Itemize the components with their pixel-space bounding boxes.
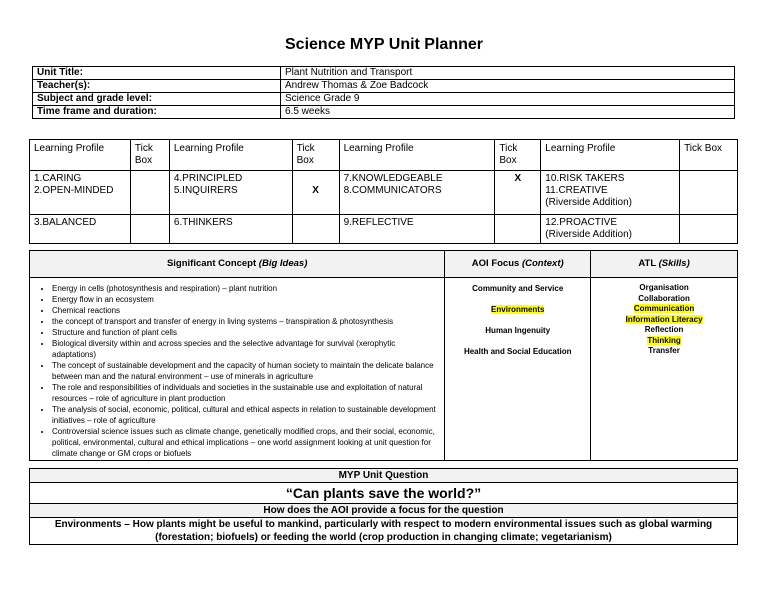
page-title: Science MYP Unit Planner <box>285 36 483 53</box>
aoi-item-text: Community and Service <box>472 284 564 293</box>
atl-item-text: Thinking <box>647 335 681 345</box>
tick-box[interactable] <box>292 215 339 244</box>
lp-header: Learning Profile <box>169 140 292 171</box>
info-row <box>33 80 735 93</box>
info-row <box>33 93 735 106</box>
tick-box[interactable] <box>680 215 738 244</box>
atl-item-text: Transfer <box>648 346 680 355</box>
aoi-header: AOI Focus (Context) <box>445 251 591 278</box>
atl-item-text: Information Literacy <box>625 314 703 324</box>
tick-box[interactable]: X <box>495 171 541 215</box>
info-value: Andrew Thomas & Zoe Badcock <box>281 80 735 93</box>
list-item: • Chemical reactions <box>52 305 440 316</box>
lp-header: Learning Profile <box>541 140 680 171</box>
lp-row <box>30 171 738 215</box>
unit-question-table <box>29 468 738 545</box>
list-item: • Energy in cells (photosynthesis and respiration) – plant nutrition <box>52 283 440 294</box>
atl-item-text: Communication <box>633 304 695 313</box>
unit-info-table <box>32 66 735 119</box>
atl-header: ATL (Skills) <box>591 251 738 278</box>
concept-list <box>34 283 440 459</box>
tick-box[interactable] <box>495 215 541 244</box>
aoi-item <box>449 325 586 336</box>
atl-item-text: Collaboration <box>638 293 690 303</box>
list-item: • Energy flow in an ecosystem <box>52 294 440 305</box>
info-label: Time frame and duration: <box>33 106 281 119</box>
unit-question: “Can plants save the world?” <box>30 483 738 504</box>
list-item: • Biological diversity within and across species and the selective advantage for survival (xerophytic adaptations) <box>52 338 440 360</box>
lp-header-row <box>30 140 738 171</box>
lp-cell: 10.RISK TAKERS 11.CREATIVE (Riverside Addition) <box>541 171 680 215</box>
info-value: Plant Nutrition and Transport <box>281 67 735 80</box>
concept-body-row <box>30 278 738 461</box>
tick-box[interactable] <box>680 171 738 215</box>
atl-item <box>595 336 733 347</box>
lp-cell: 12.PROACTIVE (Riverside Addition) <box>541 215 680 244</box>
list-item: • Controversial science issues such as climate change, genetically modified crops, and their social, economic, political, environmental, cultural and ethical implications – one world assignment looking at unit question for climate change or GM crops or biofuels <box>52 426 440 459</box>
aoi-item <box>449 346 586 357</box>
lp-cell: 7.KNOWLEDGEABLE 8.COMMUNICATORS <box>339 171 495 215</box>
info-label: Teacher(s): <box>33 80 281 93</box>
lp-header: Tick Box <box>680 140 738 171</box>
info-label: Subject and grade level: <box>33 93 281 106</box>
concept-header-row <box>30 251 738 278</box>
aoi-item-text: Environments <box>491 305 545 314</box>
tick-box[interactable] <box>130 171 169 215</box>
aoi-item-text: Human Ingenuity <box>485 326 551 335</box>
unit-question-heading: MYP Unit Question <box>30 469 738 483</box>
info-row <box>33 106 735 119</box>
list-item: • The concept of sustainable development and the capacity of human society to maintain the delicate balance between man and the natural environment – use of minerals in agriculture <box>52 360 440 382</box>
list-item: • The analysis of social, economic, political, cultural and ethical aspects in relation to sustainable development initiatives – role of agriculture <box>52 404 440 426</box>
aoi-item <box>449 283 586 294</box>
concept-header: Significant Concept (Big Ideas) <box>30 251 445 278</box>
atl-item <box>595 294 733 305</box>
atl-item <box>595 304 733 315</box>
aoi-focus-heading: How does the AOI provide a focus for the question <box>30 504 738 518</box>
lp-cell: 4.PRINCIPLED 5.INQUIRERS <box>169 171 292 215</box>
tick-box[interactable] <box>130 215 169 244</box>
atl-item <box>595 325 733 336</box>
atl-item-text: Organisation <box>639 283 689 292</box>
atl-cell <box>591 278 738 461</box>
question-heading-row <box>30 469 738 483</box>
lp-header: Learning Profile <box>339 140 495 171</box>
atl-item <box>595 346 733 357</box>
aoi-item-text: Health and Social Education <box>463 347 572 356</box>
lp-header: Tick Box <box>130 140 169 171</box>
question-row <box>30 483 738 504</box>
list-item: • Structure and function of plant cells <box>52 327 440 338</box>
lp-cell: 1.CARING 2.OPEN-MINDED <box>30 171 131 215</box>
lp-cell: 6.THINKERS <box>169 215 292 244</box>
list-item: • The role and responsibilities of individuals and societies in the sustainable use and exploitation of natural resources – role of agriculture in plant production <box>52 382 440 404</box>
lp-header: Tick Box <box>292 140 339 171</box>
atl-item <box>595 315 733 326</box>
info-row <box>33 67 735 80</box>
lp-header: Tick Box <box>495 140 541 171</box>
lp-header: Learning Profile <box>30 140 131 171</box>
focus-text-row <box>30 518 738 545</box>
lp-cell: 3.BALANCED <box>30 215 131 244</box>
atl-item <box>595 283 733 294</box>
concept-table <box>29 250 738 461</box>
info-value: 6.5 weeks <box>281 106 735 119</box>
tick-box[interactable]: X <box>292 171 339 215</box>
list-item: • the concept of transport and transfer of energy in living systems – transpiration & photosynthesis <box>52 316 440 327</box>
lp-row <box>30 215 738 244</box>
concept-list-cell <box>30 278 445 461</box>
lp-cell: 9.REFLECTIVE <box>339 215 495 244</box>
aoi-cell <box>445 278 591 461</box>
info-label: Unit Title: <box>33 67 281 80</box>
info-value: Science Grade 9 <box>281 93 735 106</box>
aoi-item <box>449 304 586 315</box>
atl-item-text: Reflection <box>644 325 684 334</box>
learning-profile-table <box>29 139 738 244</box>
focus-heading-row <box>30 504 738 518</box>
aoi-focus-text: Environments – How plants might be useful to mankind, particularly with respect to modern environmental issues such as global warming (forestation; biofuels) or feeding the world (crop production in changing climate; vegetarianism) <box>30 518 738 545</box>
